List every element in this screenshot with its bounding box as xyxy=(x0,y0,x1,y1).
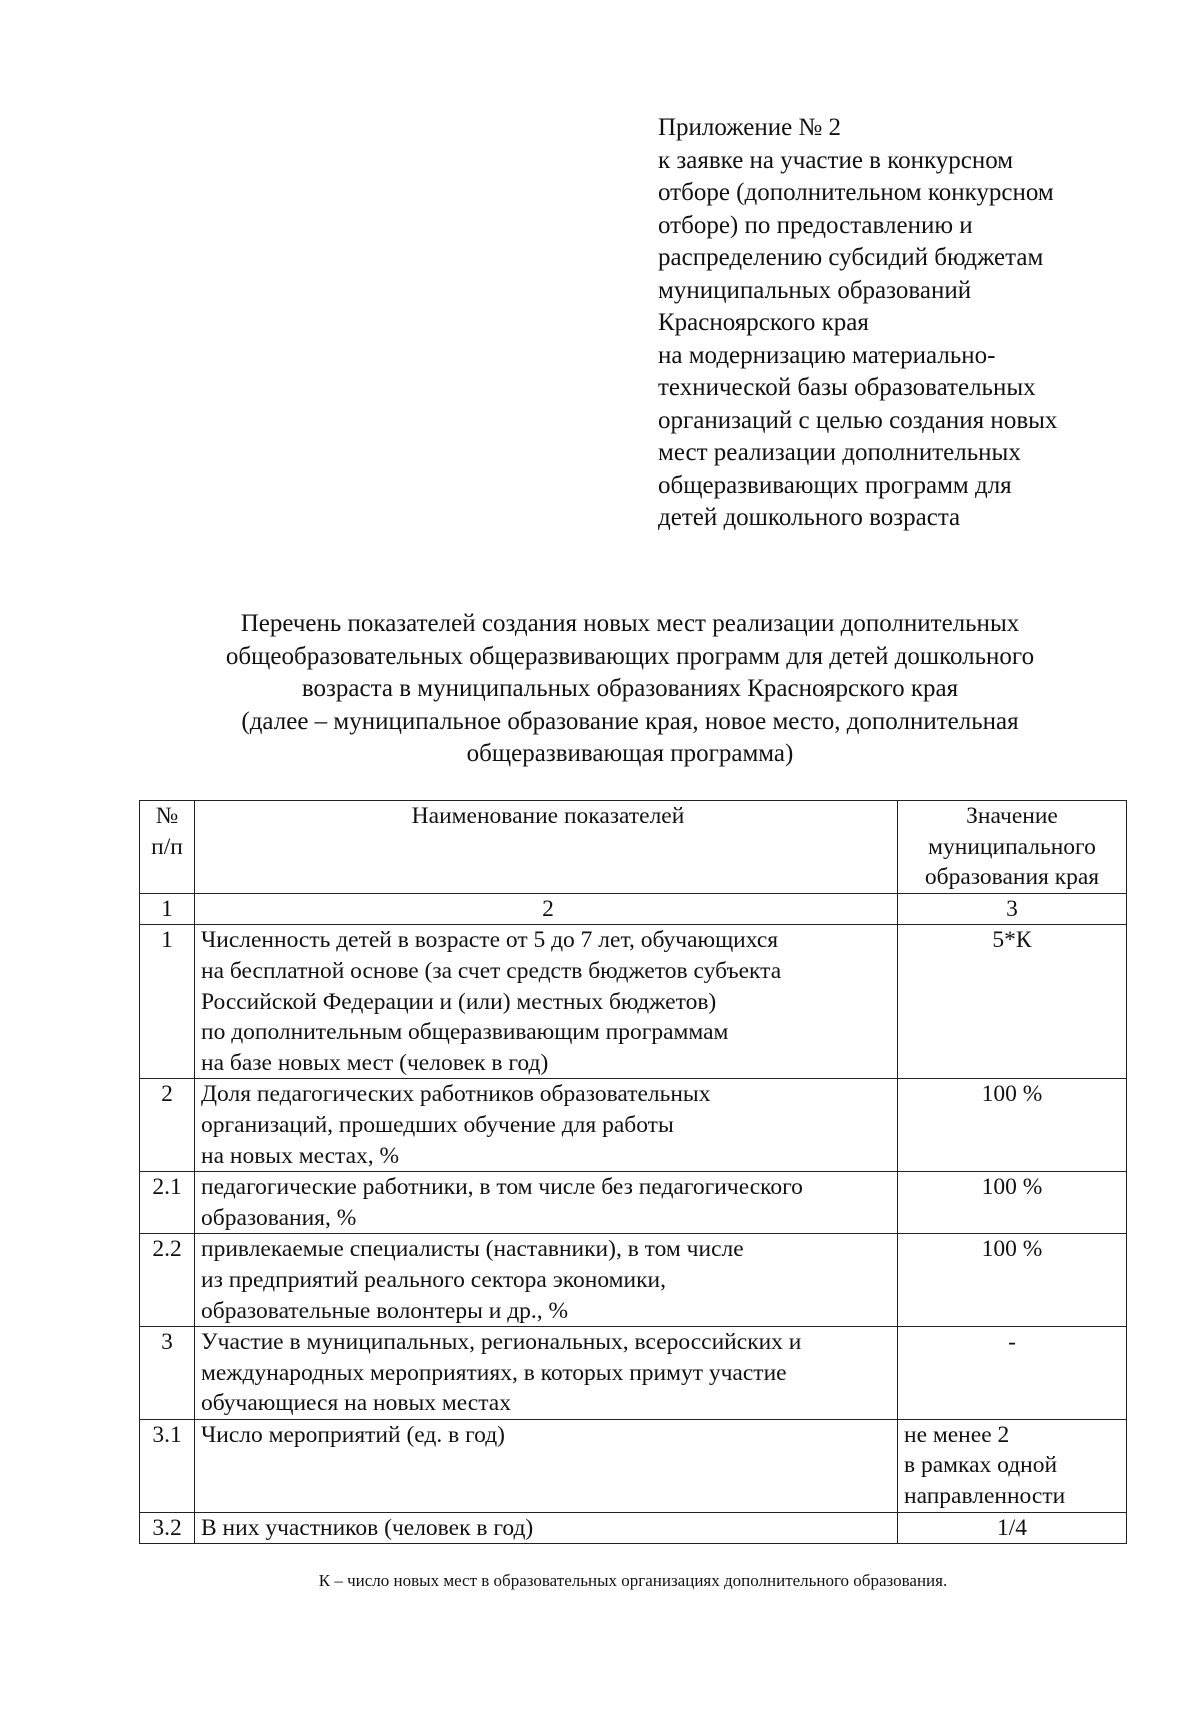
indicator-name: Численность детей в возрасте от 5 до 7 лет, обучающихся на бесплатной основе (за счет средств бюджетов субъекта Российской Федерации и (или) местных бюджетов) по дополнительным общеразвивающим программам на базе новых мест (человек в год) xyxy=(195,925,898,1079)
heading-line: (далее – муниципальное образование края, новое место, дополнительная xyxy=(241,707,1019,735)
indicator-value: - xyxy=(898,1327,1127,1420)
indicator-value: не менее 2 в рамках одной направленности xyxy=(898,1419,1127,1512)
appendix-line: отборе) по предоставлению и xyxy=(658,211,973,239)
heading-line: Перечень показателей создания новых мест реализации дополнительных xyxy=(240,610,1020,637)
appendix-block xyxy=(658,112,1128,535)
row-number: 3 xyxy=(140,1327,195,1420)
table-row xyxy=(140,1079,1127,1172)
footnote: К – число новых мест в образовательных организациях дополнительного образования. xyxy=(318,1571,948,1590)
appendix-line: общеразвивающих программ для xyxy=(658,471,1012,499)
indicator-value: 100 % xyxy=(898,1234,1127,1327)
appendix-line: организаций с целью создания новых xyxy=(658,406,1058,434)
heading-line: общеразвивающая программа) xyxy=(466,740,794,767)
header-cell-value: Значение муниципального образования края xyxy=(898,801,1127,894)
document-heading xyxy=(130,608,1130,771)
table-row xyxy=(140,1327,1127,1420)
row-number: 1 xyxy=(140,925,195,1079)
heading-line: возраста в муниципальных образованиях Красноярского края xyxy=(301,675,959,702)
header-cell-num: № п/п xyxy=(140,801,195,894)
appendix-line: мест реализации дополнительных xyxy=(658,439,1021,466)
heading-line: общеобразовательных общеразвивающих программ для детей дошкольного xyxy=(225,642,1035,670)
row-number: 2.1 xyxy=(140,1172,195,1234)
table-row xyxy=(140,1234,1127,1327)
header-cell-name: Наименование показателей xyxy=(195,801,898,894)
table-row xyxy=(140,1512,1127,1544)
row-number: 2.2 xyxy=(140,1234,195,1327)
table-row xyxy=(140,925,1127,1079)
appendix-line: на модернизацию материально- xyxy=(658,341,996,369)
appendix-line: к заявке на участие в конкурсном xyxy=(658,146,1014,174)
appendix-line: отборе (дополнительном конкурсном xyxy=(658,179,1054,206)
appendix-title: Приложение № 2 xyxy=(658,114,842,141)
appendix-line: технической базы образовательных xyxy=(658,374,1036,401)
row-number: 2 xyxy=(140,1079,195,1172)
row-number: 3.1 xyxy=(140,1419,195,1512)
table-row xyxy=(140,1419,1127,1512)
column-number-cell: 1 xyxy=(140,893,195,925)
indicator-value: 100 % xyxy=(898,1172,1127,1234)
indicator-name: Участие в муниципальных, региональных, всероссийских и международных мероприятиях, в которых примут участие обучающиеся на новых местах xyxy=(195,1327,898,1420)
indicator-name: привлекаемые специалисты (наставники), в том числе из предприятий реального сектора экономики, образовательные волонтеры и др., % xyxy=(195,1234,898,1327)
table-header-row xyxy=(140,801,1127,894)
column-number-cell: 2 xyxy=(195,893,898,925)
appendix-line: распределению субсидий бюджетам xyxy=(658,244,1044,271)
column-number-row xyxy=(140,893,1127,925)
row-number: 3.2 xyxy=(140,1512,195,1544)
indicator-name: Число мероприятий (ед. в год) xyxy=(195,1419,898,1512)
column-number-cell: 3 xyxy=(898,893,1127,925)
appendix-line: детей дошкольного возраста xyxy=(658,504,961,531)
indicator-value: 5*К xyxy=(898,925,1127,1079)
indicator-name: В них участников (человек в год) xyxy=(195,1512,898,1544)
indicators-table xyxy=(139,800,1127,1544)
appendix-line: муниципальных образований xyxy=(658,276,972,304)
indicator-value: 100 % xyxy=(898,1079,1127,1172)
indicator-name: Доля педагогических работников образовательных организаций, прошедших обучение для работы на новых местах, % xyxy=(195,1079,898,1172)
indicator-value: 1/4 xyxy=(898,1512,1127,1544)
appendix-line: Красноярского края xyxy=(658,309,869,336)
indicator-name: педагогические работники, в том числе без педагогического образования, % xyxy=(195,1172,898,1234)
table-row xyxy=(140,1172,1127,1234)
